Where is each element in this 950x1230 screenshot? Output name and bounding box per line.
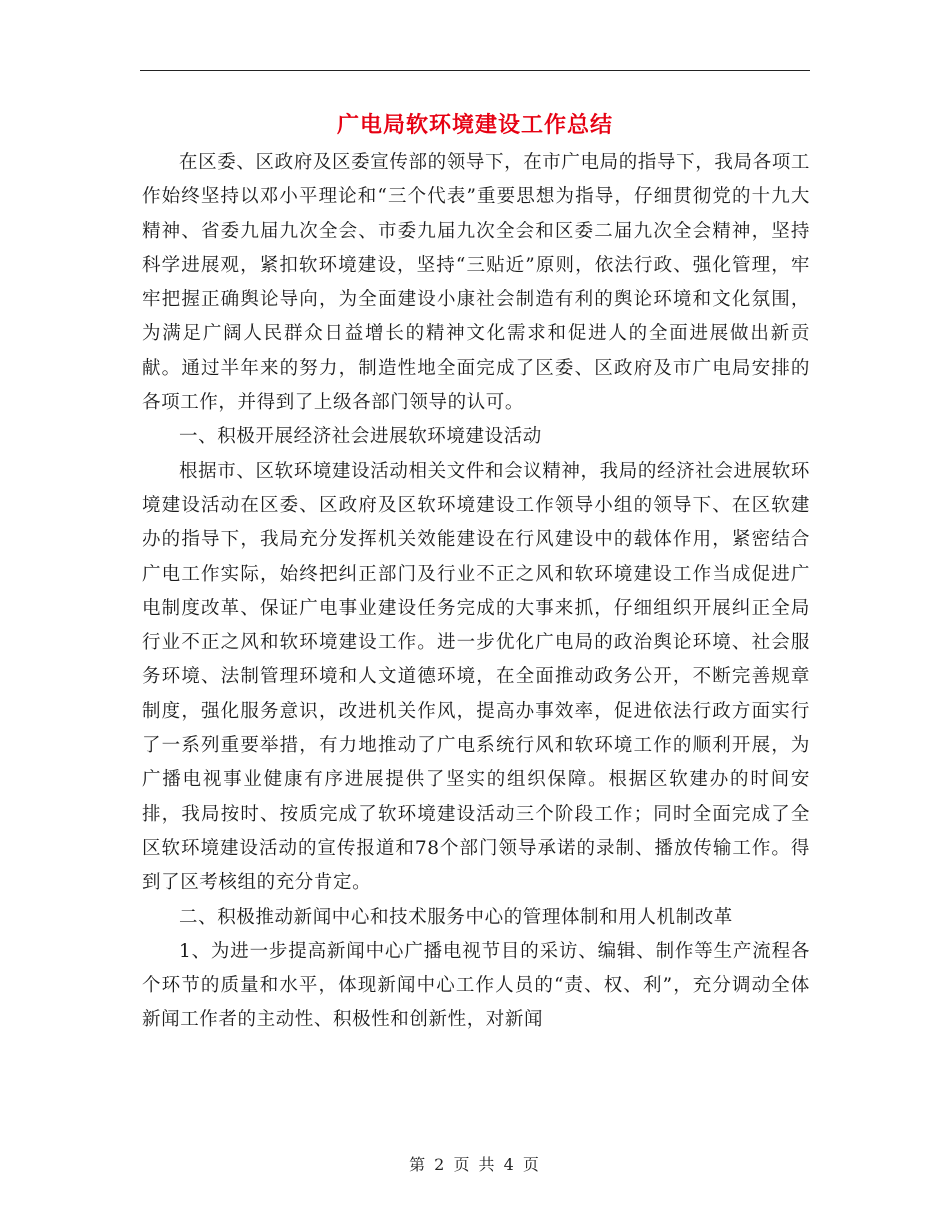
page-number: 第 2 页 共 4 页 xyxy=(409,1155,541,1174)
document-body xyxy=(142,146,810,1038)
section-heading-1: 一、积极开展经济社会进展软环境建设活动 xyxy=(179,426,542,448)
paragraph-section-1: 根据市、区软环境建设活动相关文件和会议精神，我局的经济社会进展软环境建设活动在区委、区政府及区软环境建设工作领导小组的领导下、在区软建办的指导下，我局充分发挥机关效能建设在行风建设中的载体作用，紧密结合广电工作实际，始终把纠正部门及行业不正之风和软环境建设工作当成促进广电制度改革、保证广电事业建设任务完成的大事来抓，仔细组织开展纠正全局行业不正之风和软环境建设工作。进一步优化广电局的政治舆论环境、社会服务环境、法制管理环境和人文道德环境，在全面推动政务公开，不断完善规章制度，强化服务意识，改进机关作风，提高办事效率，促进依法行政方面实行了一系列重要举措，有力地推动了广电系统行风和软环境工作的顺利开展，为广播电视事业健康有序进展提供了坚实的组织保障。根据区软建办的时间安排，我局按时、按质完成了软环境建设活动三个阶段工作；同时全面完成了全区软环境建设活动的宣传报道和78个部门领导承诺的录制、播放传输工作。得到了区考核组的充分肯定。 xyxy=(142,460,810,894)
document-title: 广电局软环境建设工作总结 xyxy=(336,112,613,138)
paragraph-item-1: 1、为进一步提高新闻中心广播电视节目的采访、编辑、制作等生产流程各个环节的质量和水平，体现新闻中心工作人员的“责、权、利”，充分调动全体新闻工作者的主动性、积极性和创新性，对新闻 xyxy=(142,940,810,1031)
section-heading-2: 二、积极推动新闻中心和技术服务中心的管理体制和用人机制改革 xyxy=(179,906,733,928)
header-rule xyxy=(140,70,810,71)
paragraph-intro: 在区委、区政府及区委宣传部的领导下，在市广电局的指导下，我局各项工作始终坚持以邓小平理论和“三个代表”重要思想为指导，仔细贯彻党的十九大精神、省委九届九次全会、市委九届九次全会和区委二届九次全会精神，坚持科学进展观，紧扣软环境建设，坚持“三贴近”原则，依法行政、强化管理，牢牢把握正确舆论导向，为全面建设小康社会制造有利的舆论环境和文化氛围，为满足广阔人民群众日益增长的精神文化需求和促进人的全面进展做出新贡献。通过半年来的努力，制造性地全面完成了区委、区政府及市广电局安排的各项工作，并得到了上级各部门领导的认可。 xyxy=(142,152,810,414)
